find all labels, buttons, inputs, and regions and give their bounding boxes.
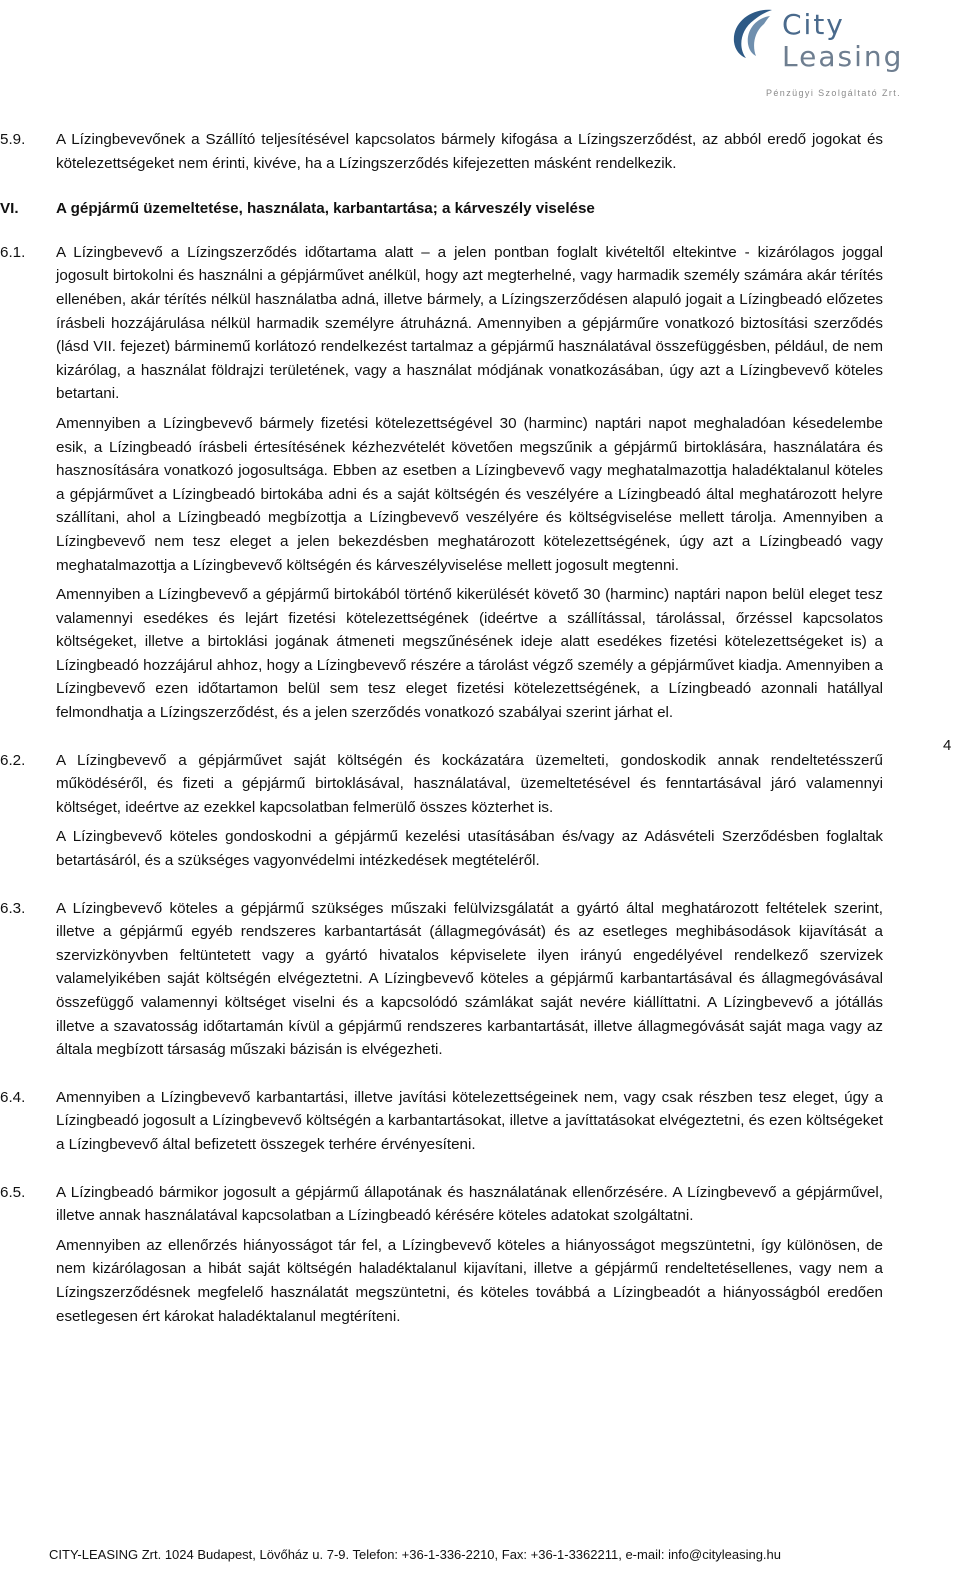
section-6-5	[0, 1181, 883, 1335]
section-6-3	[0, 897, 883, 1068]
section-number: 6.4.	[0, 1088, 26, 1106]
paragraph: A Lízingbeadó bármikor jogosult a gépjármű állapotának és használatának ellenőrzésére. A Lízingbevevő a gépjárművel, illetve annak használatával kapcsolatban a Lízingbeadó kérésére köteles adatokat szolgáltatni.	[56, 1183, 883, 1225]
logo-swoosh-icon	[726, 4, 782, 64]
logo-tagline: Pénzügyi Szolgáltató Zrt.	[766, 88, 902, 98]
paragraph: Amennyiben a Lízingbevevő a gépjármű birtokából történő kikerülését követő 30 (harminc) naptári napon belül eleget tesz valamennyi esedékes és lejárt fizetési kötelezettségének (ideértve a szállítással, tárolással, őrzéssel kapcsolatos költségeket, illetve a birtoklási jogának átmeneti megszűnésének ideje alatt esedékes fizetési kötelezettségeket is) a Lízingbeadó hozzájárul ahhoz, hogy a Lízingbevevő részére a tárolást végző személy a gépjárművet kiadja. Amennyiben a Lízingbevevő ezen időtartamon belül sem tesz eleget fizetési kötelezettségének, a Lízingbeadó azonnali hatállyal felmondhatja a Lízingszerződést, és a jelen szerződés vonatkozó szabályai szerint járhat el.	[56, 586, 883, 722]
paragraph: A Lízingbevevő köteles a gépjármű szükséges műszaki felülvizsgálatát a gyártó által meghatározott feltételek szerint, illetve a gépjármű egyéb rendszeres karbantartását (állagmegóvását) és az esetleges meghibásodások kijavítását a szervizkönyvben feltüntetett vagy a gyártó hivatalos képviselete ilyen irányú engedélyével rendelkező szervizek valamelyikében saját költségén elvégeztetni. A Lízingbevevő köteles a gépjármű karbantartásával és állagmegóvásával összefüggő valamennyi költséget viselni és a kapcsolódó számlákat saját nevére kiállíttatni. A Lízingbevevő a jótállás illetve a szavatosság időtartamán kívül a gépjármű rendszeres karbantartását, illetve állagmegóvását saját maga vagy az általa megbízott társaság műszaki bázisán is elvégezheti.	[56, 899, 883, 1059]
section-6-2	[0, 749, 883, 879]
chapter-number: VI.	[0, 200, 19, 218]
chapter-heading	[0, 197, 883, 221]
logo-name-line2: Leasing	[782, 40, 904, 73]
section-6-1	[0, 241, 883, 731]
paragraph: A Lízingbevevő a Lízingszerződés időtartama alatt – a jelen pontban foglalt kivételtől eltekintve - kizárólagos joggal jogosult birtokolni és használni a gépjárművet anélkül, hogy azt megterhelné, vagy harmadik személy számára akár térítés ellenében, akár térítés nélkül használatba adná, illetve bármely, a Lízingszerződésen alapuló jogait a Lízingbeadó előzetes írásbeli hozzájárulása nélkül harmadik személyre átruházná. Amennyiben a gépjárműre vonatkozó biztosítási szerződés (lásd VII. fejezet) bárminemű korlátozó rendelkezést tartalmaz a gépjármű használatával összefüggésben, például, de nem kizárólag, a használat földrajzi területének, vagy a használat módjának vonatkozásában, úgy azt a Lízingbevevő köteles betartani.	[56, 243, 883, 403]
paragraph: A Lízingbevevő a gépjárművet saját költségén és kockázatára üzemelteti, gondoskodik annak rendeltetésszerű működéséről, és fizeti a gépjármű birtoklásával, használatával, üzemeltetésével és fenntartásával járó valamennyi költséget, ideértve az ezekkel kapcsolatban felmerülő összes közterhet is.	[56, 751, 883, 816]
section-number: 5.9.	[0, 131, 26, 148]
section-number: 6.2.	[0, 751, 26, 769]
section-5-9	[0, 128, 883, 181]
document-body	[0, 128, 883, 1334]
paragraph: A Lízingbevevőnek a Szállító teljesítésével kapcsolatos bármely kifogása a Lízingszerződést, az abból eredő jogokat és kötelezettségeket nem érinti, kivéve, ha a Lízingszerződés kifejezetten másként rendelkezik.	[56, 131, 883, 172]
company-logo	[726, 4, 904, 100]
logo-name-line1: City	[782, 8, 845, 41]
page-footer: CITY-LEASING Zrt. 1024 Budapest, Lövőház u. 7-9. Telefon: +36-1-336-2210, Fax: +36-1-3362211, e-mail: info@cityleasing.hu	[49, 1547, 781, 1562]
paragraph: Amennyiben a Lízingbevevő karbantartási, illetve javítási kötelezettségeinek nem, vagy csak részben tesz eleget, úgy a Lízingbeadó jogosult a Lízingbevevő költségén a karbantartásokat, illetve a javíttatásokat elvégeztetni, és ezen költségeket a Lízingbevevő által befizetett összegek terhére érvényesíteni.	[56, 1088, 883, 1153]
page-number: 4	[943, 737, 952, 754]
section-number: 6.3.	[0, 899, 26, 917]
paragraph: Amennyiben a Lízingbevevő bármely fizetési kötelezettségével 30 (harminc) naptári napot meghaladóan késedelembe esik, a Lízingbeadó írásbeli értesítésének kézhezvételét követően megszűnik a gépjármű birtoklására, használatára és hasznosítására vonatkozó jogosultsága. Ebben az esetben a Lízingbevevő vagy meghatalmazottja haladéktalanul köteles a gépjárművet a Lízingbeadó birtokába adni és a saját költségén és veszélyére a Lízingbeadó által meghatározott helyre szállítani, ahol a Lízingbeadó megbízottja a Lízingbevevő veszélyére és költségviselése mellett tárolja. Amennyiben a Lízingbevevő nem tesz eleget a jelen bekezdésben meghatározott kötelezettségének, úgy azt a Lízingbeadó vagy meghatalmazottja a Lízingbevevő költségén és kárveszélyviselése mellett jogosult megtenni.	[56, 414, 883, 574]
paragraph: A Lízingbevevő köteles gondoskodni a gépjármű kezelési utasításában és/vagy az Adásvételi Szerződésben foglaltak betartásáról, és a szükséges vagyonvédelmi intézkedések megtételéről.	[56, 828, 883, 870]
section-number: 6.1.	[0, 243, 26, 261]
section-6-4	[0, 1086, 883, 1163]
section-number: 6.5.	[0, 1183, 26, 1201]
chapter-title: A gépjármű üzemeltetése, használata, karbantartása; a kárveszély viselése	[56, 200, 595, 218]
paragraph: Amennyiben az ellenőrzés hiányosságot tár fel, a Lízingbevevő köteles a hiányosságot megszüntetni, így különösen, de nem kizárólagosan a hibát saját költségén haladéktalanul kijavítani, illetve a gépjármű rendeltetésellenes, vagy nem a Lízingszerződésnek megfelelő használatát megszüntetni, és köteles továbbá a Lízingbeadót a hiányosságból eredően esetlegesen ért károkat haladéktalanul megtéríteni.	[56, 1236, 883, 1325]
